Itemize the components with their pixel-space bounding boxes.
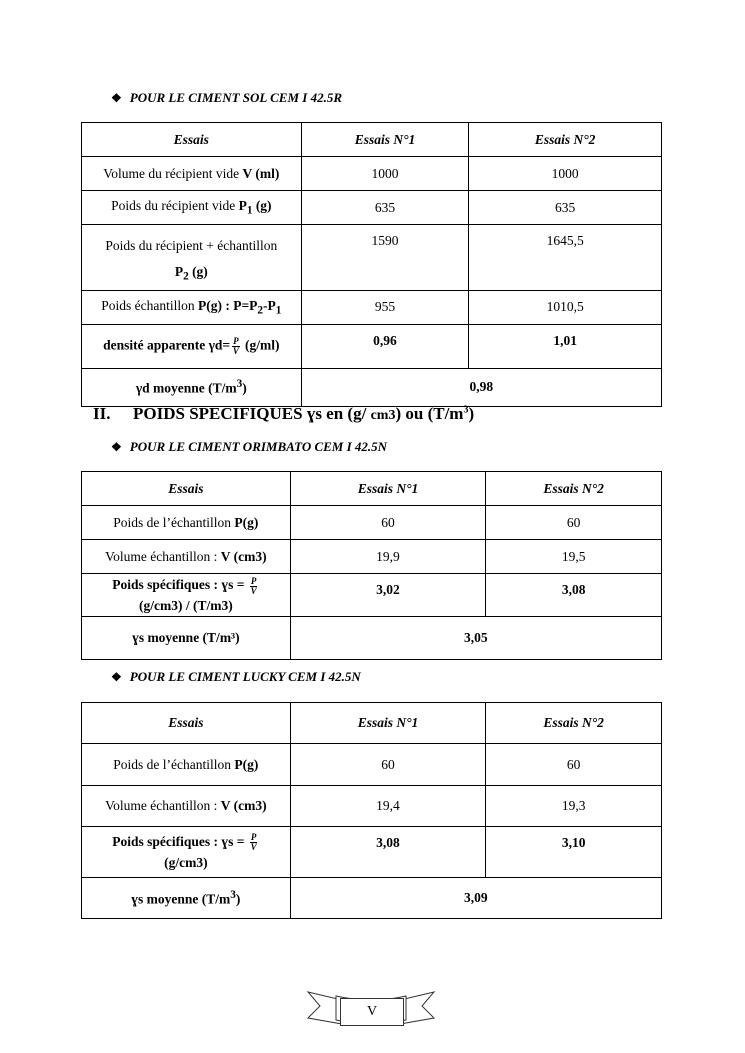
row-label: Poids du récipient + échantillon $P_2$ (g) [82, 225, 302, 291]
cell-value: 955 [301, 290, 469, 324]
section-title-orimbato: ❖ POUR LE CIMENT ORIMBATO CEM I 42.5N [111, 439, 388, 454]
row-label: Poids de l’échantillon P(g) [82, 744, 291, 786]
table-row [82, 324, 662, 368]
header-essais-1: Essais N°1 [301, 123, 469, 157]
fraction: $\frac{P}{V}$ [250, 832, 257, 853]
section-title-lucky: ❖ POUR LE CIMENT LUCKY CEM I 42.5N [111, 669, 361, 684]
table-row [82, 878, 662, 919]
cell-value: 3,08 [486, 574, 662, 617]
cell-value: 19,3 [486, 786, 662, 827]
table-row [82, 827, 662, 878]
cell-value: 1590 [301, 225, 469, 291]
cell-value: 3,02 [290, 574, 486, 617]
table-row [82, 574, 662, 617]
cell-value: 60 [290, 506, 486, 540]
row-label: ɣs moyenne $(T/m^3)$ [82, 878, 291, 919]
diamond-bullet-icon: ❖ [111, 440, 122, 454]
cell-value: 1645,5 [469, 225, 662, 291]
table-orimbato [81, 471, 662, 660]
table-lucky [81, 702, 662, 919]
fraction: $\frac{P}{V}$ [232, 335, 239, 356]
table-row [82, 157, 662, 191]
table-row [82, 744, 662, 786]
table-row [82, 786, 662, 827]
cell-value: 635 [301, 191, 469, 225]
cell-value: 1000 [469, 157, 662, 191]
heading-poids-specifiques: II. POIDS SPECIFIQUES ɣs en (g/ cm3) ou $(T/m^3)$ [93, 404, 475, 423]
header-essais-2: Essais N°2 [486, 472, 662, 506]
row-label: ɣs moyenne (T/m³) [82, 617, 291, 660]
cell-value: 19,5 [486, 540, 662, 574]
cell-value: 60 [486, 744, 662, 786]
header-essais: Essais [82, 703, 291, 744]
cell-value: 3,08 [290, 827, 486, 878]
cell-value: 3,10 [486, 827, 662, 878]
table-row [82, 368, 662, 406]
table-row [82, 191, 662, 225]
table-row [82, 290, 662, 324]
table-header-row [82, 123, 662, 157]
table-header-row [82, 472, 662, 506]
row-label: Poids spécifiques : ɣs = $\frac{P}{V}$ (g/cm3) [82, 827, 291, 878]
fraction: $\frac{P}{V}$ [250, 575, 257, 596]
cell-value: 1,01 [469, 324, 662, 368]
cell-value: 60 [290, 744, 486, 786]
table-row [82, 506, 662, 540]
header-essais-1: Essais N°1 [290, 703, 486, 744]
cell-value: 19,9 [290, 540, 486, 574]
cell-value: 19,4 [290, 786, 486, 827]
mean-value: 0,98 [301, 368, 661, 406]
header-essais-1: Essais N°1 [290, 472, 486, 506]
mean-value: 3,05 [290, 617, 661, 660]
section-title-sol: ❖ POUR LE CIMENT SOL CEM I 42.5R [111, 90, 343, 105]
table-header-row [82, 703, 662, 744]
diamond-bullet-icon: ❖ [111, 670, 122, 684]
diamond-bullet-icon: ❖ [111, 91, 122, 105]
row-label: densité apparente γd= $\frac{P}{V}$ (g/ml) [82, 324, 302, 368]
header-essais-2: Essais N°2 [469, 123, 662, 157]
cell-value: 635 [469, 191, 662, 225]
row-label: Volume du récipient vide V (ml) [82, 157, 302, 191]
cell-value: 0,96 [301, 324, 469, 368]
header-essais-2: Essais N°2 [486, 703, 662, 744]
table-row [82, 540, 662, 574]
row-label: γd moyenne $(T/m^3)$ [82, 368, 302, 406]
mean-value: 3,09 [290, 878, 661, 919]
table-row [82, 617, 662, 660]
header-essais: Essais [82, 472, 291, 506]
row-label: Poids de l’échantillon P(g) [82, 506, 291, 540]
header-essais: Essais [82, 123, 302, 157]
cell-value: 1000 [301, 157, 469, 191]
cell-value: 1010,5 [469, 290, 662, 324]
table-row [82, 225, 662, 291]
row-label: Volume échantillon : V (cm3) [82, 786, 291, 827]
row-label: Poids échantillon P(g) : $P=P_2-P_1$ [82, 290, 302, 324]
page-number: V [340, 998, 404, 1026]
row-label: Poids spécifiques : ɣs = $\frac{P}{V}$ (g/cm3) / (T/m3) [82, 574, 291, 617]
cell-value: 60 [486, 506, 662, 540]
row-label: Poids du récipient vide $P_1$ (g) [82, 191, 302, 225]
row-label: Volume échantillon : V (cm3) [82, 540, 291, 574]
table-sol [81, 122, 662, 407]
